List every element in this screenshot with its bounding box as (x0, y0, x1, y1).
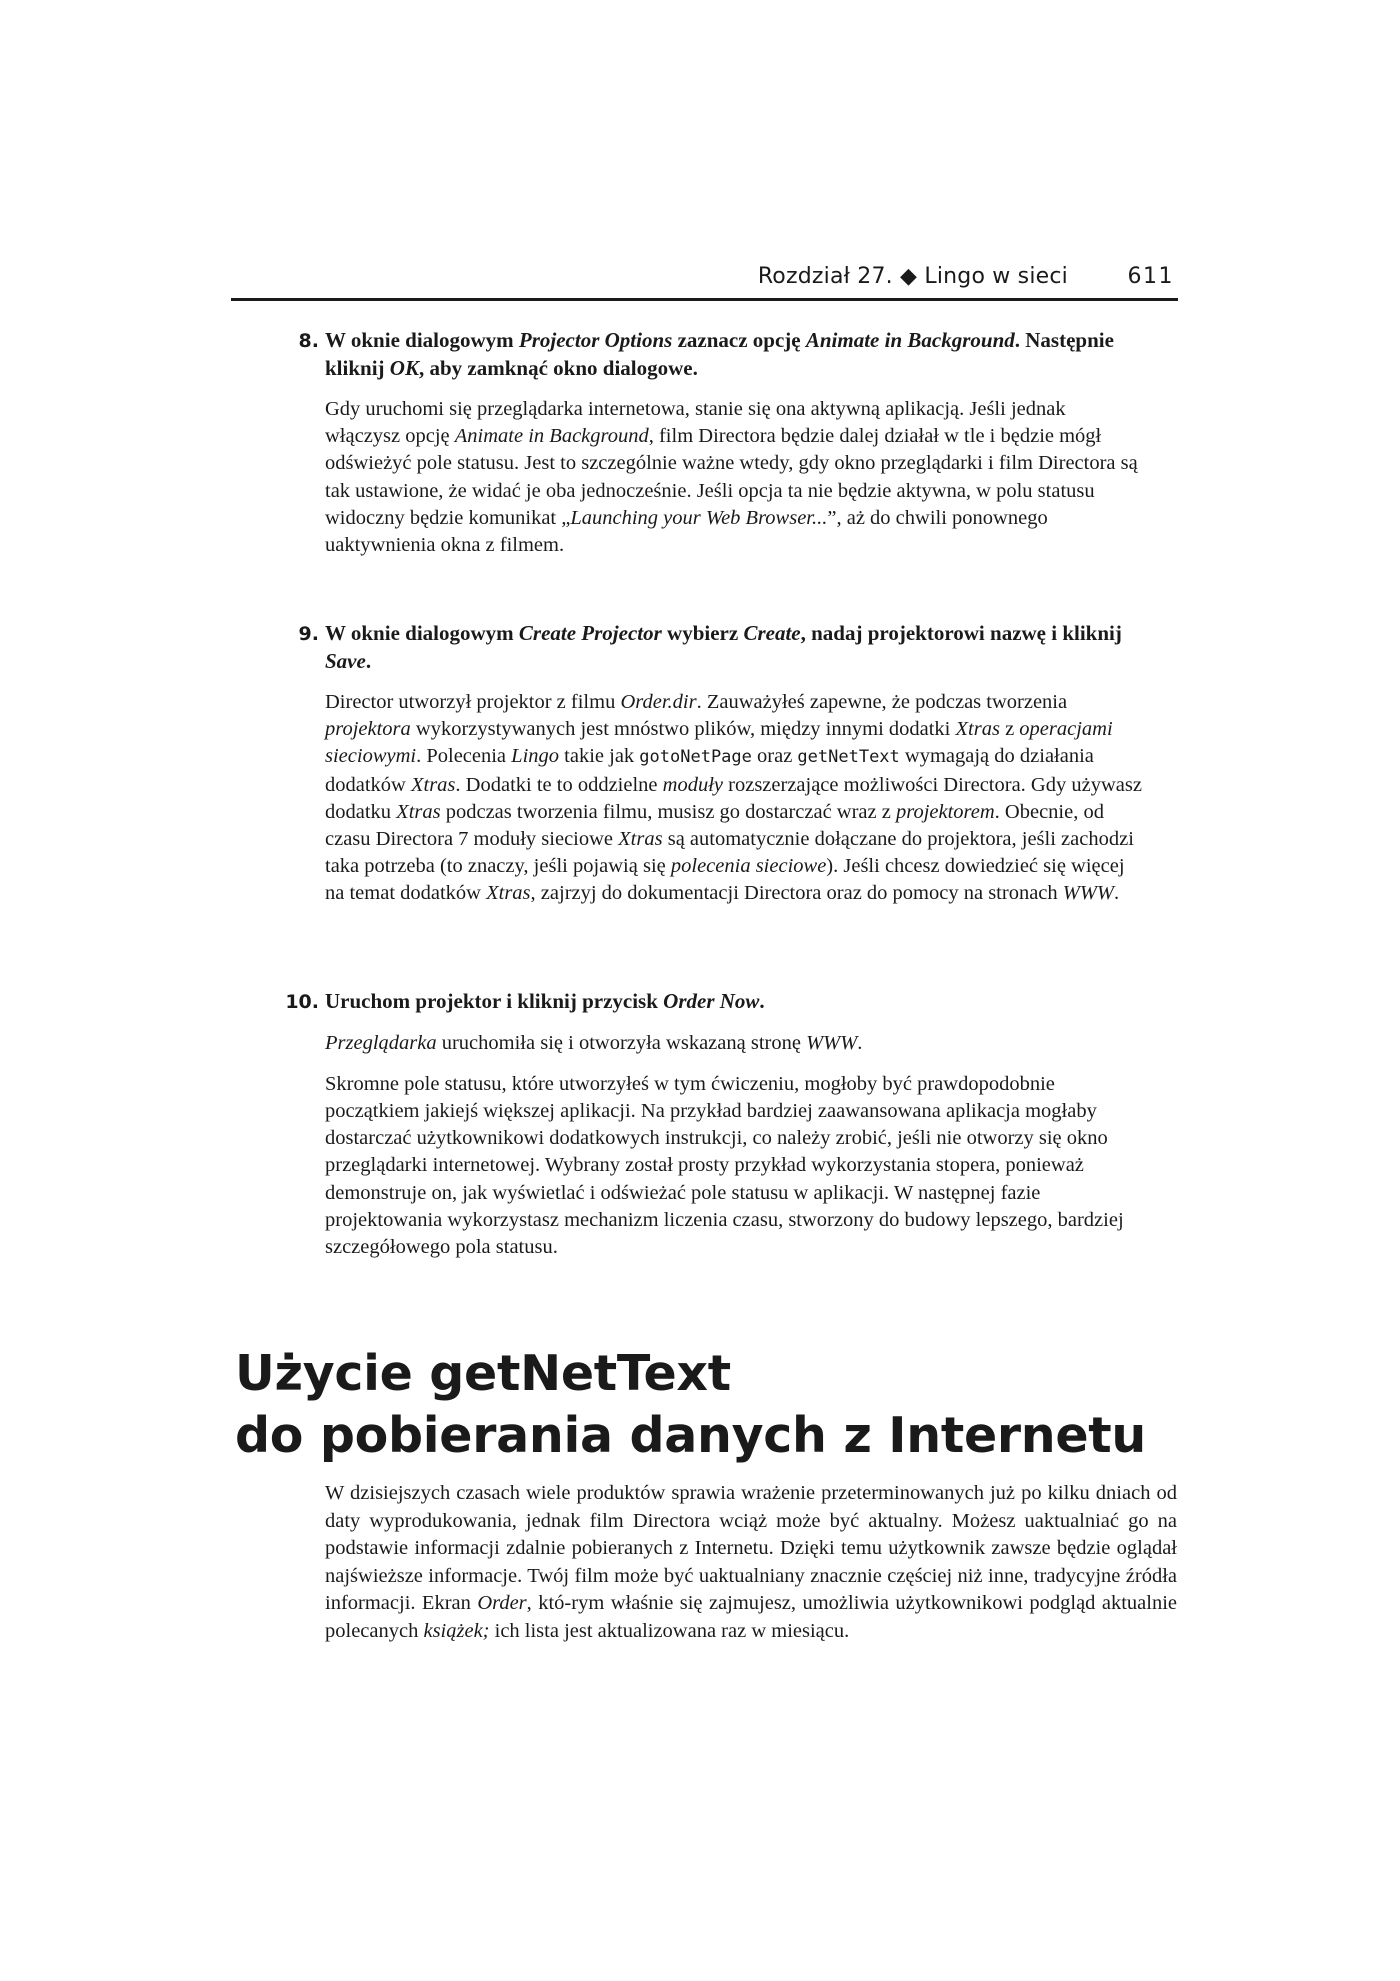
step-paragraph (325, 1071, 1145, 1261)
text-run: ”, aż do chwili ponownego uaktywnienia okna z filmem. (325, 506, 1048, 557)
emphasis-text: Xtras (396, 800, 441, 823)
text-run: . (857, 1031, 863, 1054)
text-run: , zajrzyj do dokumentacji Directora oraz do pomocy na stronach (530, 882, 1063, 905)
step-number: 9. (298, 623, 319, 645)
text-run: , któ-rym właśnie się zajmujesz, umożliwia użytkownikowi podgląd aktualnie polecanych (325, 1592, 1177, 1642)
emphasis-text: Xtras (955, 718, 1000, 741)
emphasis-text: OK (389, 355, 419, 380)
emphasis-text: moduły (662, 773, 724, 796)
text-run: zaznacz opcję (672, 328, 806, 352)
emphasis-text: projektorem (895, 800, 995, 823)
emphasis-text: projektora (325, 718, 411, 741)
text-run: . Polecenia (416, 745, 512, 768)
emphasis-text: Order Now (663, 989, 760, 1013)
text-run: uruchomiła się i otworzyła wskazaną stronę (436, 1031, 807, 1054)
emphasis-text: Xtras (410, 773, 456, 796)
running-header (231, 262, 1178, 301)
text-run: Gdy uruchomi się przeglądarka internetowa, stanie się ona aktywną aplikacją. Jeśli jednak włączysz opcję (325, 398, 1066, 448)
text-run: W dzisiejszych czasach wiele produktów sprawia wrażenie przeterminowanych już po kilku dniach od daty wyprodukowania, jednak film Directora wciąż może być aktualny. Możesz uaktualniać go na podstawie informacji zdalnie pobieranych z Internetu. Dzięki temu użytkownik zawsze będzie oglądał najświeższe informacje. Twój film może być uaktualniany znacznie częściej niż inne, tradycyjne źródła informacji. Ekran (325, 1482, 1177, 1614)
text-run: podczas tworzenia filmu, musisz go dostarczać wraz z (440, 800, 896, 823)
text-run: wybierz (661, 621, 744, 645)
section-title (235, 1343, 1235, 1467)
step-paragraph (325, 689, 1145, 908)
emphasis-text: Save (325, 648, 366, 673)
text-run: . Następnie kliknij (325, 328, 1114, 380)
text-run: , aby zamknąć okno dialogowe. (418, 355, 698, 380)
emphasis-text: Przeglądarka (325, 1031, 437, 1054)
chapter-title: Rozdział 27. ◆ Lingo w sieci (757, 264, 1068, 289)
text-run: . (1114, 882, 1120, 905)
step-number: 10. (285, 991, 319, 1013)
emphasis-text: Order (477, 1592, 527, 1614)
emphasis-text: Xtras (486, 882, 531, 905)
text-run: z (999, 718, 1020, 741)
text-run: takie jak (559, 745, 640, 768)
section-title-line-1: Użycie getNetText (235, 1345, 731, 1402)
emphasis-text: Animate in Background (454, 425, 649, 448)
text-run: wymagają do działania dodatków (325, 745, 1094, 796)
text-run: ich lista jest aktualizowana raz w miesiącu. (489, 1619, 850, 1642)
section-intro-paragraph (325, 1480, 1177, 1645)
text-run: . Zauważyłeś zapewne, że podczas tworzenia (696, 691, 1068, 713)
text-run: wykorzystywanych jest mnóstwo plików, między innymi dodatki (410, 718, 956, 741)
step-number: 8. (298, 330, 319, 352)
text-run: są automatycznie dołączane do projektora, jeśli zachodzi taka potrzeba (to znaczy, jeśli pojawią się (325, 828, 1134, 878)
emphasis-text: Lingo (511, 745, 560, 768)
step-paragraph (325, 396, 1145, 559)
text-run: . Obecnie, od czasu Directora 7 moduły sieciowe (325, 800, 1104, 851)
text-run: Skromne pole statusu, które utworzyłeś w tym ćwiczeniu, mogłoby być prawdopodobnie początkiem jakiejś większej aplikacji. Na przykład bardziej zaawansowana aplikacja mogłaby dostarczać użytkownikowi dodatkowych instrukcji, co należy zrobić, jeśli nie otworzy się okno przeglądarki internetowej. Wybrany został prosty przykład wykorzystania stopera, ponieważ demonstruje on, jak wyświetlać i odświeżać pole statusu w aplikacji. W następnej fazie projektowania wykorzystasz mechanizm liczenia czasu, stworzony do budowy lepszego, bardziej szczegółowego pola statusu. (325, 1072, 1124, 1258)
emphasis-text: Projector Options (518, 328, 673, 352)
text-run: Director utworzył projektor z filmu (325, 691, 621, 713)
step-heading (325, 620, 1145, 675)
emphasis-text: Create Projector (518, 621, 662, 645)
step-8 (298, 327, 1145, 559)
inline-code: gotoNetPage (639, 747, 752, 768)
emphasis-text: Launching your Web Browser... (570, 506, 828, 529)
emphasis-text: Xtras (618, 828, 663, 851)
emphasis-text: polecenia sieciowe (670, 855, 827, 878)
text-run: ). Jeśli chcesz dowiedzieć się więcej na temat dodatków (325, 855, 1125, 905)
text-run: , film Directora będzie dalej działał w tle i będzie mógł odświeżyć pole statusu. Jest to szczególnie ważne wtedy, gdy okno przeglądarki i film Directora są tak ustawione, że widać je oba jednocześnie. Jeśli opcja ta nie będzie aktywna, w polu statusu widoczny będzie komunikat „ (325, 425, 1138, 529)
page-number: 611 (1127, 264, 1174, 289)
section-title-line-2: do pobierania danych z Internetu (235, 1407, 1146, 1464)
emphasis-text: WWW (806, 1031, 858, 1054)
text-run: . (365, 648, 372, 673)
step-10 (285, 988, 1145, 1261)
emphasis-text: Create (743, 621, 801, 645)
text-run: . Dodatki te to oddzielne (455, 773, 663, 796)
text-run: . (759, 989, 765, 1013)
text-run: W oknie dialogowym (325, 621, 519, 645)
step-heading (325, 327, 1145, 382)
emphasis-text: książek; (423, 1619, 490, 1642)
step-9 (298, 620, 1145, 908)
emphasis-text: Animate in Background (805, 328, 1015, 352)
text-run: rozszerzające możliwości Directora. Gdy używasz dodatku (325, 773, 1142, 823)
inline-code: getNetText (797, 747, 900, 768)
emphasis-text: operacjami sieciowymi (325, 718, 1113, 768)
text-run: Uruchom projektor i kliknij przycisk (325, 989, 664, 1013)
text-run: , nadaj projektorowi nazwę i kliknij (800, 621, 1122, 645)
step-heading (325, 988, 1145, 1016)
emphasis-text: Order.dir (620, 691, 697, 713)
emphasis-text: WWW (1062, 882, 1115, 905)
step-paragraph (325, 1030, 1145, 1057)
text-run: W oknie dialogowym (325, 328, 519, 352)
text-run: oraz (751, 745, 798, 768)
